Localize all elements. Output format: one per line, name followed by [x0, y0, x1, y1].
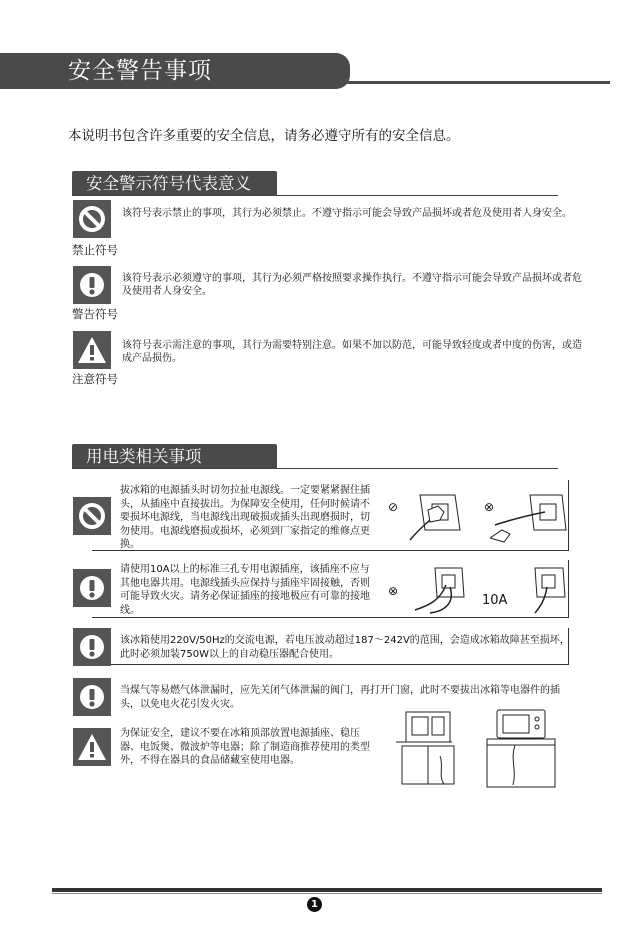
warning-icon [73, 266, 111, 304]
section-title-electric: 用电类相关事项 [72, 444, 277, 469]
intro-text: 本说明书包含许多重要的安全信息，请务必遵守所有的安全信息。 [68, 128, 460, 144]
illustration-unplug-correct [400, 490, 475, 545]
illustration-fridge-with-socket [392, 706, 467, 788]
illustration-10a-socket [525, 565, 570, 615]
footer-rule [52, 888, 602, 892]
wrong-mark: ⊗ [484, 500, 495, 514]
caution-icon [73, 331, 111, 369]
illustration-microwave-on-fridge [475, 705, 565, 789]
socket-rating-label: 10A [482, 593, 508, 608]
prohibition-icon [73, 200, 111, 238]
warning-icon [73, 678, 111, 716]
section-rule [72, 468, 558, 469]
symbol-desc-warning: 该符号表示必须遵守的事项，其行为必须严格按照要求操作执行。不遵守指示可能会导致产品损坏或者危及使用者人身安全。 [122, 273, 582, 297]
illustration-unplug-wrong [490, 490, 570, 545]
symbol-label-caution: 注意符号 [72, 372, 118, 386]
warning-icon [73, 569, 111, 607]
item-text-socket: 请使用10A以上的标准三孔专用电源插座，该插座不应与其他电器共用。电源线插头应保持与插座牢固接触，否则可能导致火灾。请务必保证插座的接地极应有可靠的接地线。 [120, 564, 370, 616]
item-text-appliances-on-top: 为保证安全，建议不要在冰箱顶部放置电源插座、稳压器、电饭煲、微波炉等电器；除了制造商推荐使用的类型外，不得在器具的食品储藏室使用电器。 [120, 728, 370, 766]
item-text-unplug: 拔冰箱的电源插头时切勿拉扯电源线。一定要紧紧握住插头，从插座中直接拔出。为保障安全使用，任何时候请不要损坏电源线，当电源线出现破损或插头出现磨损时，切勿使用。电源线磨损或损坏，必须到厂家指定的维修点更换。 [120, 485, 370, 550]
footer-rule-thin [52, 893, 602, 894]
item-text-gas-leak: 当煤气等易燃气体泄漏时，应先关闭气体泄漏的阀门，再打开门窗，此时不要拔出冰箱等电器件的插头，以免电火花引发火灾。 [120, 685, 560, 710]
section-rule [72, 195, 558, 196]
page-number: 1 [307, 897, 322, 912]
prohibition-icon [73, 497, 111, 535]
symbol-label-warning: 警告符号 [72, 307, 118, 321]
page-title: 安全警告事项 [0, 53, 350, 89]
symbol-label-prohibition: 禁止符号 [72, 243, 118, 257]
correct-mark: ⊘ [388, 500, 399, 514]
section-title-symbols: 安全警示符号代表意义 [72, 171, 277, 196]
symbol-desc-prohibition: 该符号表示禁止的事项，其行为必须禁止。不遵守指示可能会导致产品损坏或者危及使用者人身安全。 [122, 208, 572, 219]
illustration-shared-socket [400, 565, 475, 615]
caution-icon [73, 728, 111, 766]
warning-icon [73, 628, 111, 666]
wrong-mark: ⊗ [388, 584, 399, 598]
symbol-desc-caution: 该符号表示需注意的事项，其行为需要特别注意。如果不加以防范，可能导致轻度或者中度的伤害，或造成产品损伤。 [122, 340, 582, 364]
item-text-voltage: 该冰箱使用220V/50Hz的交流电源，若电压波动超过187～242V的范围，会造成冰箱故障甚至损坏，此时必须加装750W以上的自动稳压器配合使用。 [120, 635, 570, 660]
